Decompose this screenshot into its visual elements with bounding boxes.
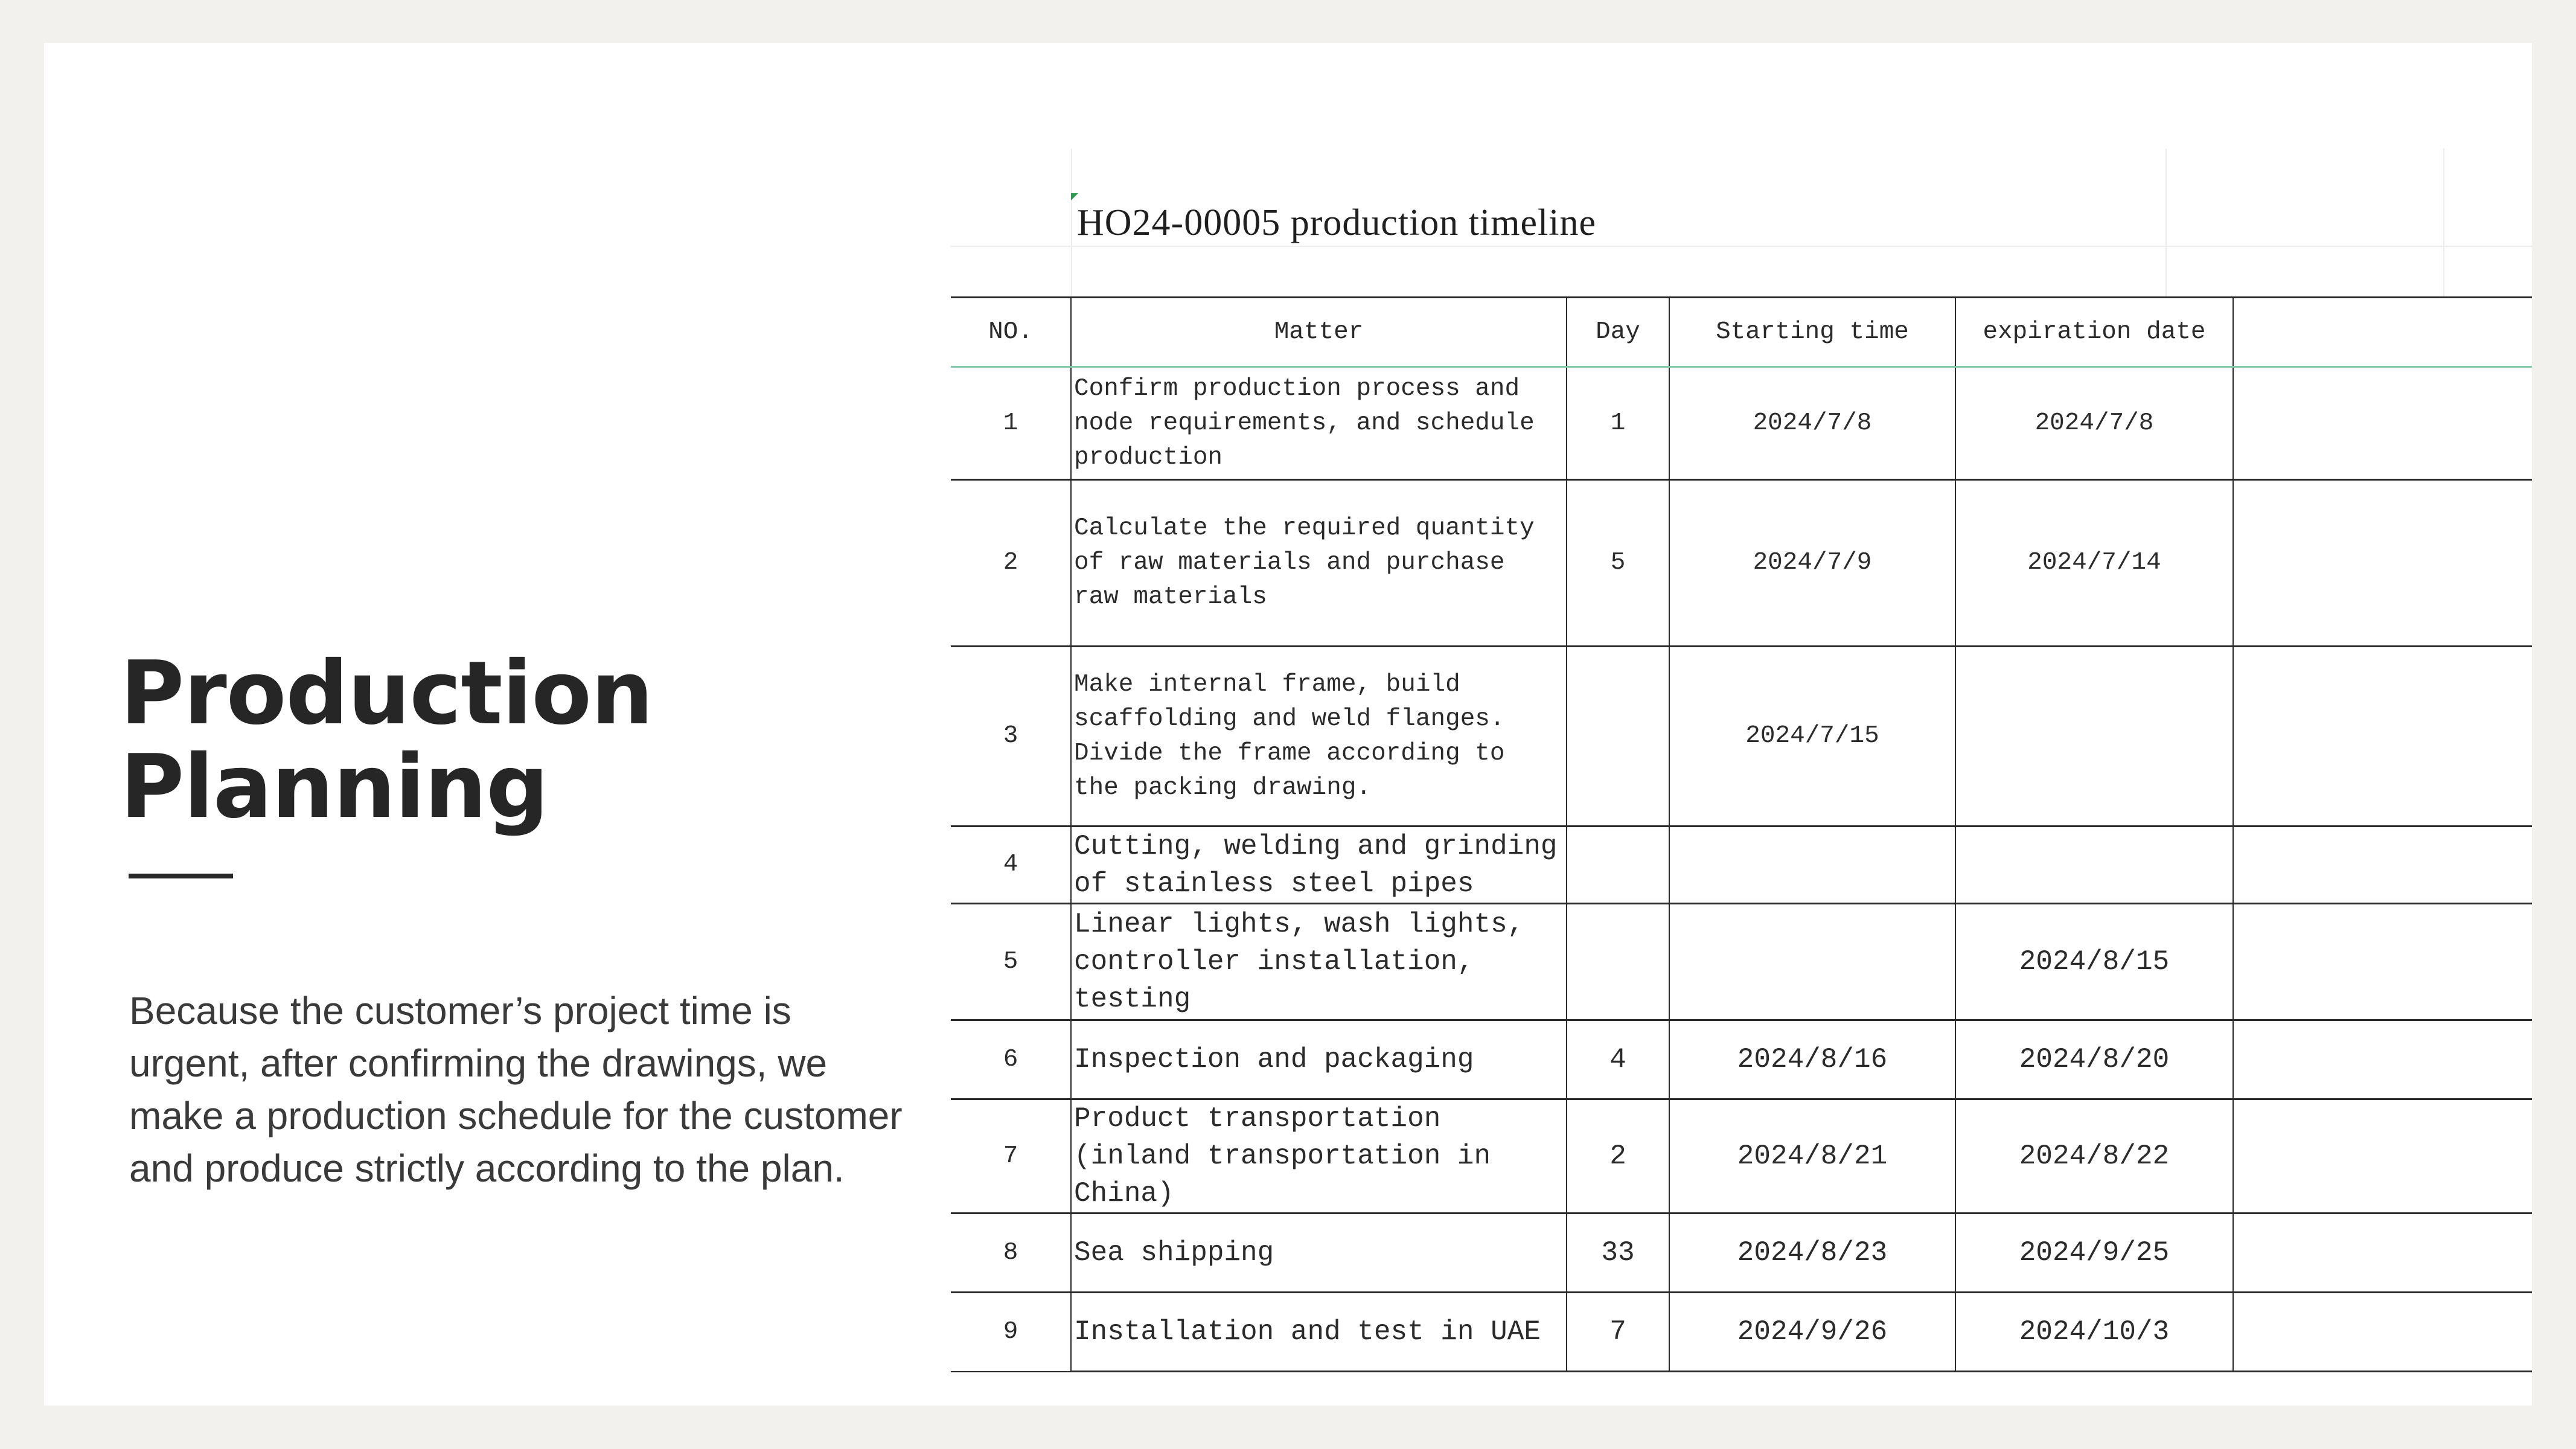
table-row <box>951 480 2532 647</box>
table-row <box>951 1099 2532 1214</box>
matter-cell: Product transportation (inland transportation in China) <box>1071 1099 1567 1214</box>
end-cell: 2024/10/3 <box>1955 1293 2233 1372</box>
page-title <box>120 642 653 838</box>
column-header-no: NO. <box>951 298 1071 367</box>
start-cell: 2024/8/23 <box>1669 1214 1955 1293</box>
day-cell: 5 <box>1567 480 1669 647</box>
start-cell: 2024/9/26 <box>1669 1293 1955 1372</box>
column-header-starting-time: Starting time <box>1669 298 1955 367</box>
start-cell <box>1669 904 1955 1020</box>
empty-cell <box>2233 1099 2532 1214</box>
day-cell: 33 <box>1567 1214 1669 1293</box>
table-row <box>951 647 2532 827</box>
day-cell: 1 <box>1567 367 1669 480</box>
slide <box>44 43 2532 1406</box>
end-cell: 2024/8/15 <box>1955 904 2233 1020</box>
day-cell: 4 <box>1567 1020 1669 1099</box>
start-cell: 2024/8/16 <box>1669 1020 1955 1099</box>
end-cell <box>1955 647 2233 827</box>
end-cell <box>1955 827 2233 904</box>
empty-cell <box>2233 1293 2532 1372</box>
table-row <box>951 1020 2532 1099</box>
row-number: 3 <box>951 647 1071 827</box>
cell-comment-marker <box>1071 193 1078 200</box>
description-text: Because the customer’s project time is urgent, after confirming the drawings, we make a production schedule for the customer and produce strictly according to the plan. <box>129 989 903 1190</box>
row-number: 9 <box>951 1293 1071 1372</box>
title-divider <box>129 874 233 878</box>
start-cell <box>1669 827 1955 904</box>
start-cell: 2024/8/21 <box>1669 1099 1955 1214</box>
timeline-table <box>951 296 2532 1372</box>
matter-cell: Linear lights, wash lights, controller installation, testing <box>1071 904 1567 1020</box>
empty-cell <box>2233 647 2532 827</box>
day-cell <box>1567 647 1669 827</box>
end-cell: 2024/8/22 <box>1955 1099 2233 1214</box>
day-cell: 2 <box>1567 1099 1669 1214</box>
table-row <box>951 367 2532 480</box>
empty-cell <box>2233 827 2532 904</box>
row-number: 2 <box>951 480 1071 647</box>
table-row <box>951 904 2532 1020</box>
matter-cell: Installation and test in UAE <box>1071 1293 1567 1372</box>
day-cell: 7 <box>1567 1293 1669 1372</box>
spreadsheet-image <box>905 149 2532 1356</box>
table-row <box>951 1293 2532 1372</box>
matter-cell: Sea shipping <box>1071 1214 1567 1293</box>
start-cell: 2024/7/8 <box>1669 367 1955 480</box>
column-header-empty <box>2233 298 2532 367</box>
end-cell: 2024/7/14 <box>1955 480 2233 647</box>
row-number: 1 <box>951 367 1071 480</box>
matter-cell: Calculate the required quantity of raw materials and purchase raw materials <box>1071 480 1567 647</box>
sheet-title: HO24-00005 production timeline <box>1077 202 1596 243</box>
end-cell: 2024/8/20 <box>1955 1020 2233 1099</box>
day-cell <box>1567 827 1669 904</box>
matter-cell: Confirm production process and node requirements, and schedule production <box>1071 367 1567 480</box>
day-cell <box>1567 904 1669 1020</box>
row-number: 7 <box>951 1099 1071 1214</box>
gridline <box>1071 149 1072 296</box>
column-header-day: Day <box>1567 298 1669 367</box>
table-row <box>951 1214 2532 1293</box>
empty-cell <box>2233 367 2532 480</box>
title-line-1: Production <box>120 642 653 744</box>
column-header-matter: Matter <box>1071 298 1567 367</box>
table-header-row <box>951 298 2532 367</box>
row-number: 4 <box>951 827 1071 904</box>
row-number: 6 <box>951 1020 1071 1099</box>
end-cell: 2024/9/25 <box>1955 1214 2233 1293</box>
gridline <box>2165 149 2167 296</box>
row-number: 8 <box>951 1214 1071 1293</box>
title-line-2: Planning <box>120 736 548 838</box>
end-cell: 2024/7/8 <box>1955 367 2233 480</box>
start-cell: 2024/7/9 <box>1669 480 1955 647</box>
gridline <box>951 246 2532 247</box>
empty-cell <box>2233 1020 2532 1099</box>
column-header-expiration-date: expiration date <box>1955 298 2233 367</box>
table-row <box>951 827 2532 904</box>
empty-cell <box>2233 1214 2532 1293</box>
start-cell: 2024/7/15 <box>1669 647 1955 827</box>
matter-cell: Make internal frame, build scaffolding and weld flanges. Divide the frame according to the packing drawing. <box>1071 647 1567 827</box>
matter-cell: Cutting, welding and grinding of stainless steel pipes <box>1071 827 1567 904</box>
matter-cell: Inspection and packaging <box>1071 1020 1567 1099</box>
gridline <box>2443 149 2444 296</box>
row-number: 5 <box>951 904 1071 1020</box>
empty-cell <box>2233 480 2532 647</box>
empty-cell <box>2233 904 2532 1020</box>
